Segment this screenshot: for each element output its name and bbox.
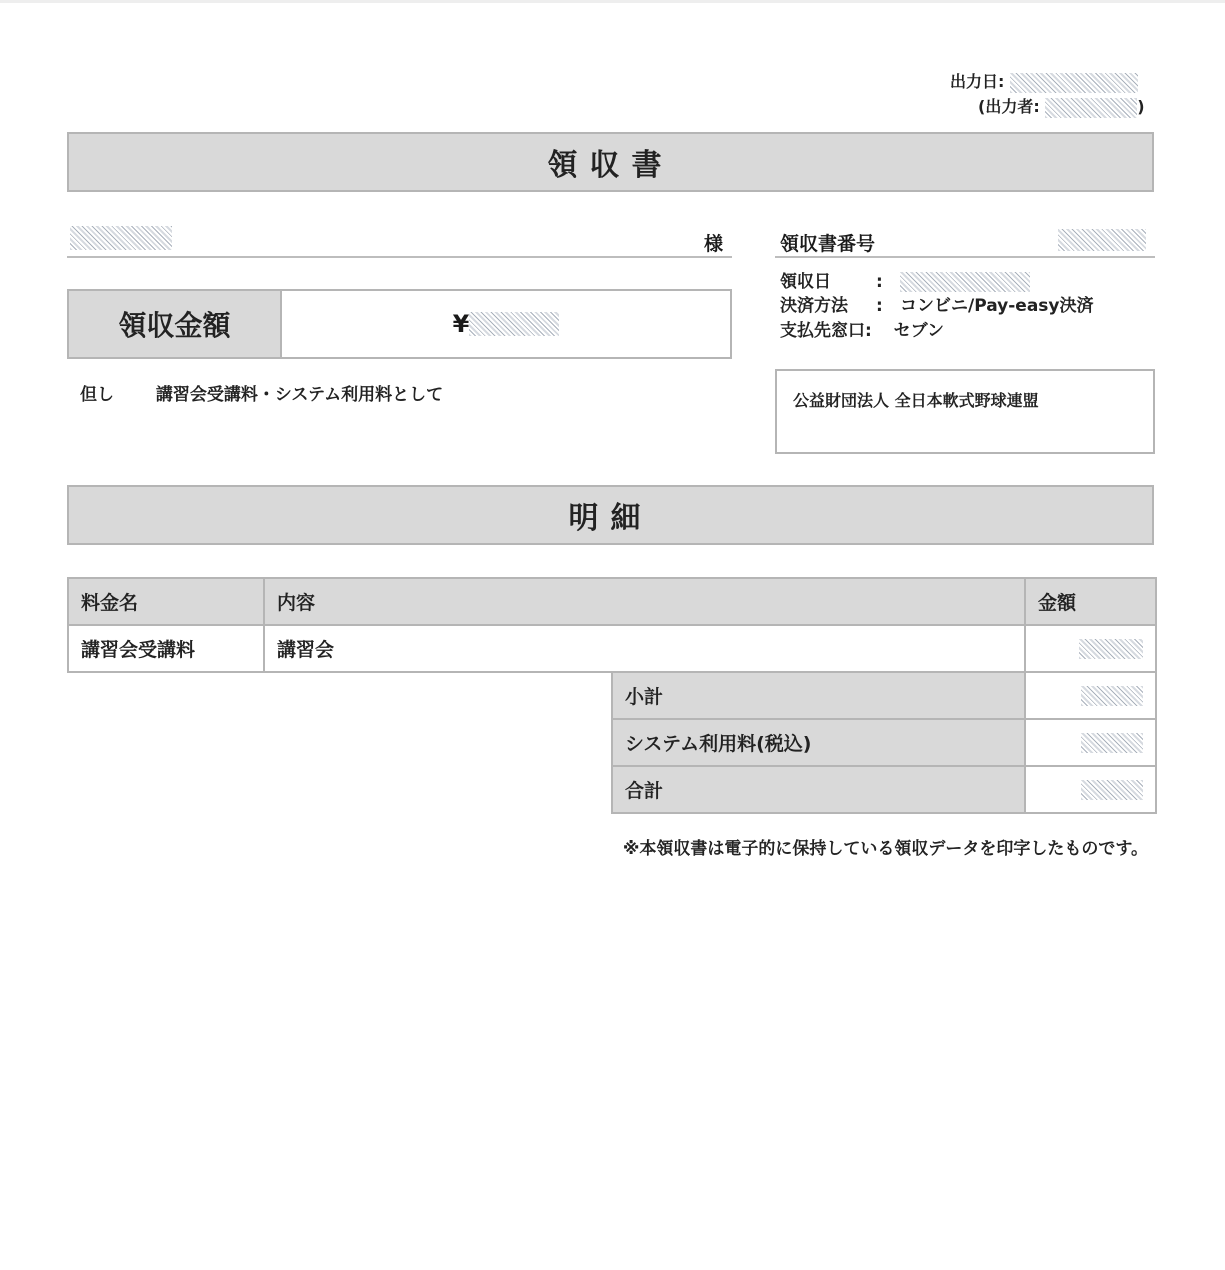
output-date-redacted [1010,73,1138,93]
system-fee-redacted [1081,733,1143,753]
receipt-title: 領収書 [67,132,1154,192]
amount-redacted [469,312,559,336]
header-content: 内容 [264,578,1025,625]
receipt-number-underline [775,256,1155,258]
customer-name-redacted [70,226,172,250]
payment-method-label: 決済方法 [780,296,848,316]
payment-method-colon: : [876,296,883,316]
row-amount [1025,625,1156,672]
output-by [978,94,1145,118]
system-fee-row [68,719,1156,766]
currency-symbol: ¥ [452,310,470,338]
detail-title: 明細 [67,485,1154,545]
page-top-border [0,0,1225,3]
output-date [950,69,1138,93]
system-fee-amount [1025,719,1156,766]
header-fee-name: 料金名 [68,578,264,625]
row-amount-redacted [1079,639,1143,659]
output-by-redacted [1045,98,1137,118]
receipt-date-row [780,267,1030,292]
output-by-close: ) [1137,97,1145,116]
receipt-date-colon: : [876,272,883,292]
customer-suffix: 様 [704,233,724,255]
payment-store-label: 支払先窓口 [780,321,865,341]
receipt-number-label: 領収書番号 [780,233,876,255]
amount-label: 領収金額 [69,291,282,357]
amount-box [67,289,732,359]
payment-method-value: コンビニ/Pay-easy決済 [900,296,1094,316]
purpose-label: 但し [80,385,114,405]
output-date-label: 出力日: [950,72,1005,91]
payment-store-row [780,316,944,341]
payment-method-row [780,291,1094,316]
amount-value [282,291,730,357]
output-by-label: (出力者: [978,97,1040,116]
detail-table [67,577,1157,814]
subtotal-row [68,672,1156,719]
total-label: 合計 [612,766,1025,813]
receipt-date-label: 領収日 [780,272,831,292]
receipt-number-redacted [1058,229,1146,251]
payment-store-value: セブン [893,321,944,341]
header-amount: 金額 [1025,578,1156,625]
row-content: 講習会 [264,625,1025,672]
purpose-text: 講習会受講料・システム利用料として [155,385,444,405]
detail-header-row [68,578,1156,625]
payment-store-colon: : [865,321,872,341]
footnote: ※本領収書は電子的に保持している領収データを印字したものです。 [622,839,1148,859]
subtotal-label: 小計 [612,672,1025,719]
subtotal-redacted [1081,686,1143,706]
issuer-name: 公益財団法人 全日本軟式野球連盟 [793,391,1039,410]
subtotal-amount [1025,672,1156,719]
row-fee-name: 講習会受講料 [68,625,264,672]
total-redacted [1081,780,1143,800]
receipt-date-redacted [900,272,1030,292]
total-amount [1025,766,1156,813]
issuer-box [775,369,1155,454]
purpose-line [80,380,443,405]
total-row [68,766,1156,813]
system-fee-label: システム利用料(税込) [612,719,1025,766]
customer-underline [67,256,732,258]
table-row [68,625,1156,672]
